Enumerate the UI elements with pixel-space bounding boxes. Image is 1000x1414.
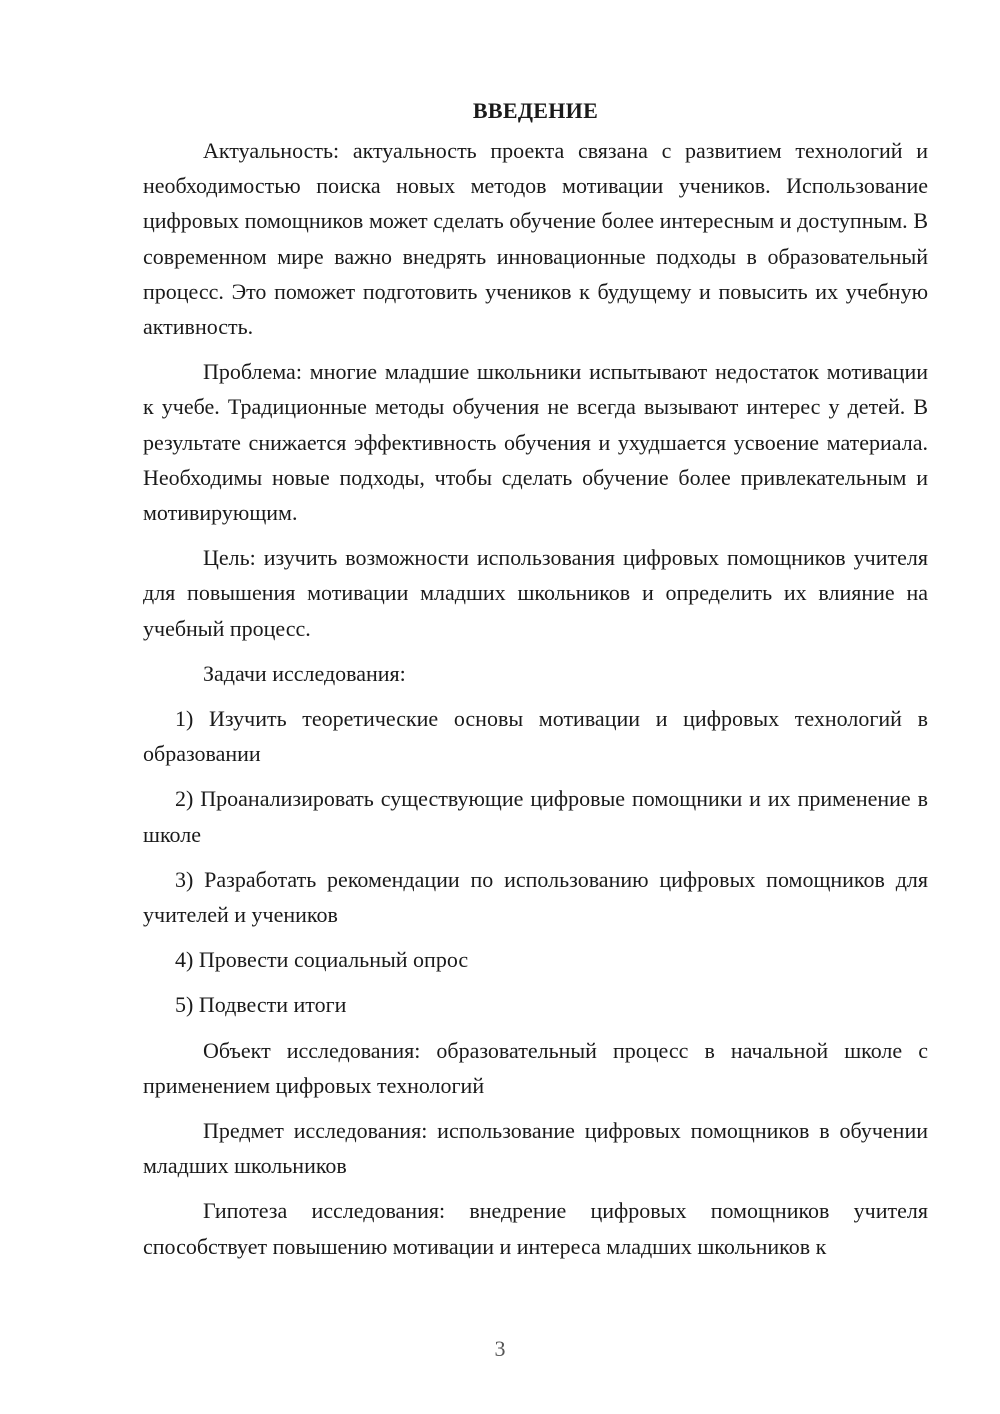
task-item-2: 2) Проанализировать существующие цифровые помощники и их применение в школе [143, 786, 928, 847]
page-number: 3 [494, 1336, 506, 1361]
paragraph-goal: Цель: изучить возможности использования цифровых помощников учителя для повышения мотивации младших школьников и определить их влияние на учебный процесс. [143, 545, 928, 641]
task-item-3: 3) Разработать рекомендации по использованию цифровых помощников для учителей и учеников [143, 866, 928, 928]
tasks-heading: Задачи исследования: [203, 660, 406, 686]
paragraph-object: Объект исследования: образовательный процесс в начальной школе с применением цифровых технологий [143, 1037, 928, 1098]
task-item-5: 5) Подвести итоги [175, 992, 347, 1018]
paragraph-relevance: Актуальность: актуальность проекта связана с развитием технологий и необходимостью поиска новых методов мотивации учеников. Использование цифровых помощников может сделать обучение более интересным и доступным. В современном мире важно внедрять инновационные подходы в образовательный процесс. Это поможет подготовить учеников к будущему и повысить их учебную активность. [143, 138, 928, 340]
paragraph-subject: Предмет исследования: использование цифровых помощников в обучении младших школьников [143, 1118, 928, 1179]
section-title: ВВЕДЕНИЕ [472, 98, 599, 123]
paragraph-hypothesis: Гипотеза исследования: внедрение цифровых помощников учителя способствует повышению мотивации и интереса младших школьников к [143, 1198, 928, 1259]
paragraph-problem: Проблема: многие младшие школьники испытывают недостаток мотивации к учебе. Традиционные методы обучения не всегда вызывают интерес у детей. В результате снижается эффективность обучения и ухудшается усвоение материала. Необходимы новые подходы, чтобы сделать обучение более привлекательным и мотивирующим. [143, 359, 928, 526]
task-item-4: 4) Провести социальный опрос [175, 947, 469, 973]
task-item-1: 1) Изучить теоретические основы мотивации и цифровых технологий в образовании [143, 706, 928, 767]
document-page [143, 96, 928, 1274]
